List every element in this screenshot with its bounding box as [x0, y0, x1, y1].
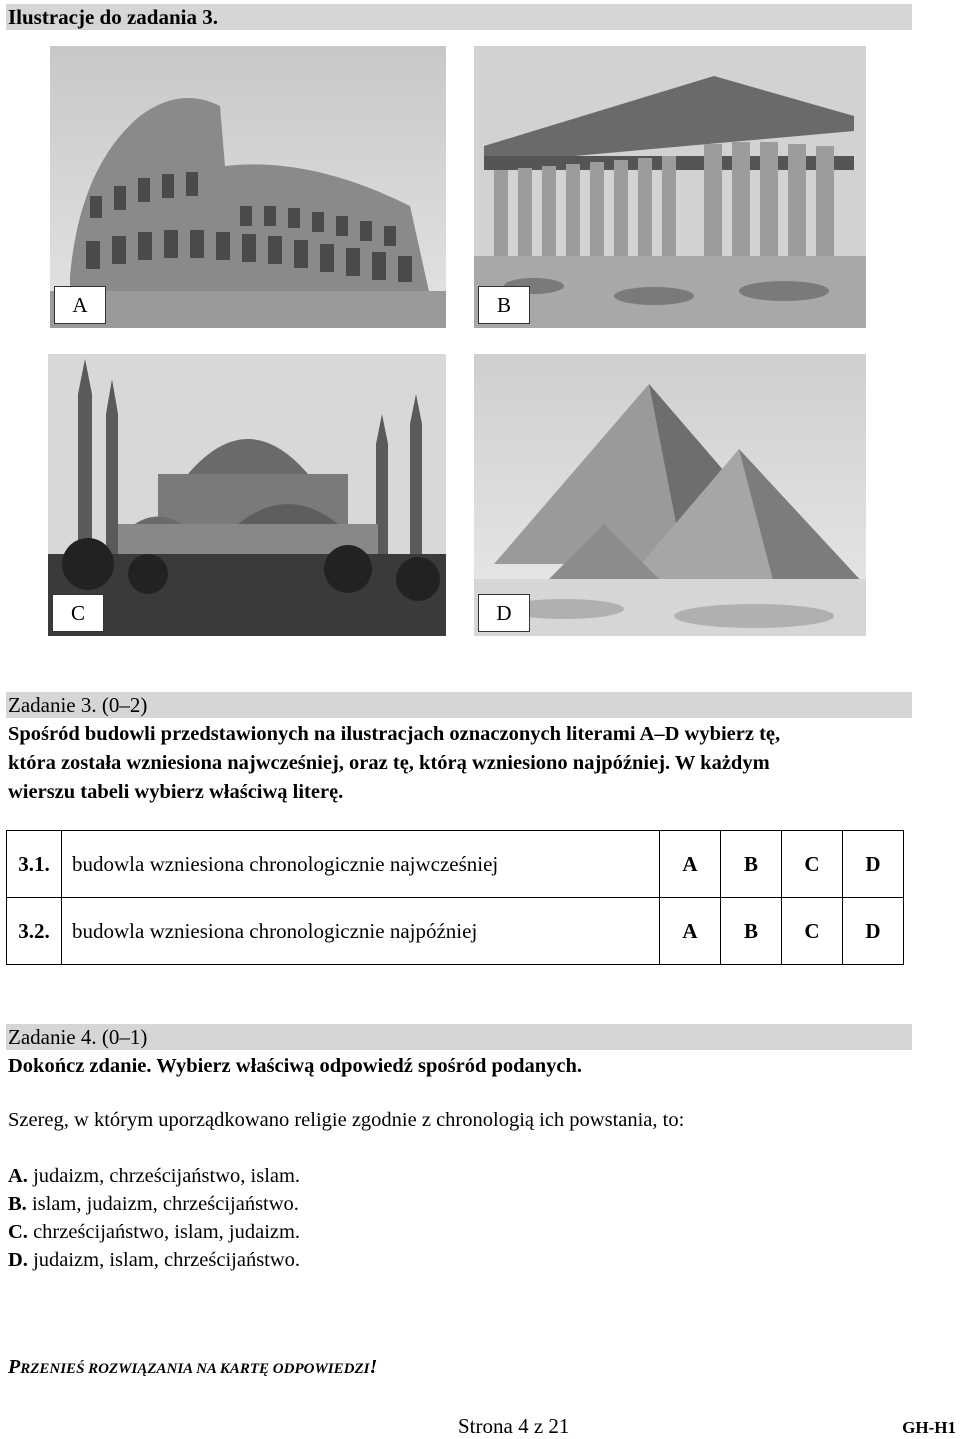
pyramids-photo-icon [474, 354, 866, 636]
task3-instruction-line1: Spośród budowli przedstawionych na ilustracjach oznaczonych literami A–D wybierz tę, [8, 723, 781, 745]
photo-b [474, 46, 866, 328]
task4-stem: Szereg, w którym uporządkowano religie zgodnie z chronologią ich powstania, to: [8, 1109, 685, 1131]
task3-instruction-line3: wierszu tabeli wybierz właściwą literę. [8, 781, 344, 803]
note-text: RZENIEŚ ROZWIĄZANIA NA KARTĘ ODPOWIEDZI [20, 1361, 370, 1377]
option-text: chrześcijaństwo, islam, judaizm. [27, 1221, 301, 1243]
page-number: Strona 4 z 21 [458, 1414, 570, 1438]
task4-option-a[interactable] [8, 1165, 300, 1188]
table-row [7, 898, 904, 965]
option-letter: A. [8, 1165, 28, 1187]
option-d[interactable]: D [843, 831, 904, 898]
photo-d-letter: D [478, 594, 530, 632]
parthenon-photo-icon [474, 46, 866, 328]
option-text: islam, judaizm, chrześcijaństwo. [26, 1193, 299, 1215]
option-text: judaizm, islam, chrześcijaństwo. [27, 1249, 301, 1271]
option-c[interactable]: C [782, 831, 843, 898]
option-c[interactable]: C [782, 898, 843, 965]
row-number: 3.2. [7, 898, 62, 965]
task4-option-c[interactable] [8, 1221, 300, 1244]
row-text: budowla wzniesiona chronologicznie najwcześniej [62, 831, 660, 898]
row-text: budowla wzniesiona chronologicznie najpóźniej [62, 898, 660, 965]
hagia-sophia-photo-icon [48, 354, 446, 636]
illustrations-header: Ilustracje do zadania 3. [6, 4, 912, 30]
photo-c-letter: C [52, 594, 104, 632]
option-letter: B. [8, 1193, 27, 1215]
note-end: ! [369, 1356, 378, 1378]
task3-title: Zadanie 3. (0–2) [6, 692, 912, 718]
option-text: judaizm, chrześcijaństwo, islam. [27, 1165, 301, 1187]
task4-option-d[interactable] [8, 1249, 300, 1272]
option-letter: D. [8, 1249, 28, 1271]
task4-option-b[interactable] [8, 1193, 299, 1216]
option-d[interactable]: D [843, 898, 904, 965]
table-row [7, 831, 904, 898]
photo-b-letter: B [478, 286, 530, 324]
photo-c [48, 354, 446, 636]
note-initial: P [8, 1356, 21, 1378]
option-a[interactable]: A [660, 831, 721, 898]
task4-instruction: Dokończ zdanie. Wybierz właściwą odpowiedź spośród podanych. [8, 1055, 583, 1077]
task3-answer-table [6, 830, 904, 965]
option-letter: C. [8, 1221, 28, 1243]
option-b[interactable]: B [721, 898, 782, 965]
photo-d [474, 354, 866, 636]
photo-a [50, 46, 446, 328]
transfer-answers-note [8, 1356, 377, 1379]
option-b[interactable]: B [721, 831, 782, 898]
row-number: 3.1. [7, 831, 62, 898]
photo-a-letter: A [54, 286, 106, 324]
task4-title: Zadanie 4. (0–1) [6, 1024, 912, 1050]
colosseum-photo-icon [50, 46, 446, 328]
option-a[interactable]: A [660, 898, 721, 965]
exam-code: GH-H1 [902, 1418, 956, 1437]
task3-instruction-line2: która została wzniesiona najwcześniej, oraz tę, którą wzniesiono najpóźniej. W każdym [8, 752, 770, 774]
